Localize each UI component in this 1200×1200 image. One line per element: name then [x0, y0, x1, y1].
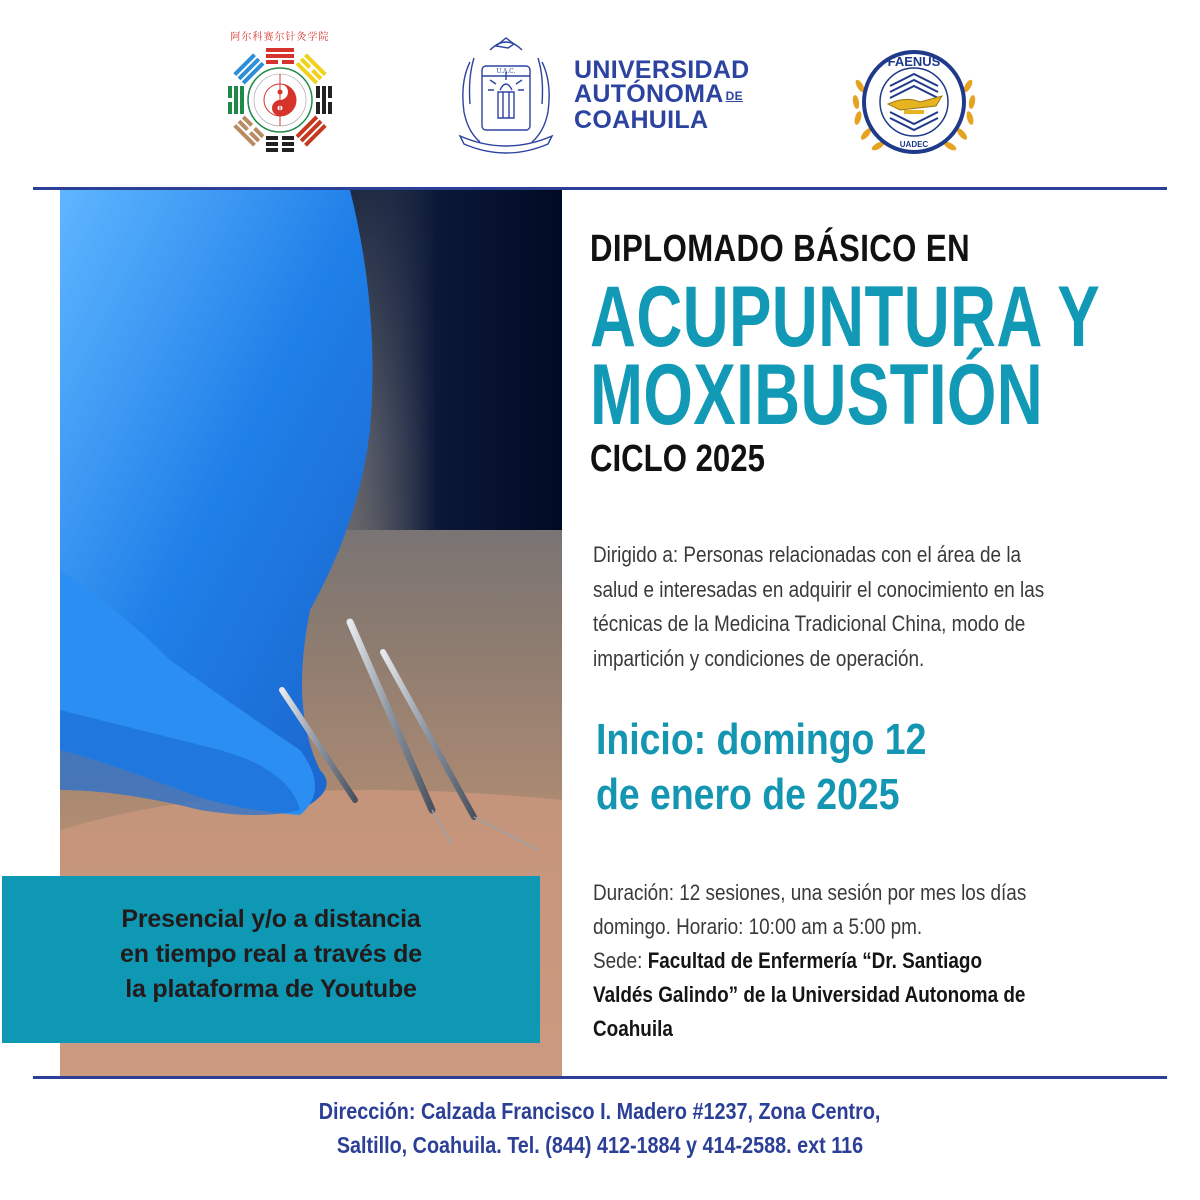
start-date: Inicio: domingo 12 de enero de 2025: [596, 715, 927, 819]
bagua-yin-yang-icon: [218, 28, 342, 158]
modality-banner: [2, 876, 540, 1043]
university-wordmark: [574, 58, 750, 132]
course-title-block: [590, 226, 1170, 482]
title-main-line2: MOXIBUSTIÓN: [590, 347, 1044, 443]
venue: Sede: Facultad de Enfermería “Dr. Santiago: [593, 948, 983, 973]
modality-text: Presencial y/o a distancia en tiempo real a través de la plataforma de Youtube: [120, 905, 422, 1003]
wordmark-line2: AUTÓNOMA DE: [574, 80, 743, 108]
acupuncture-institute-logo: [218, 28, 342, 158]
title-prefix: DIPLOMADO BÁSICO EN: [590, 228, 970, 270]
cycle-label: CICLO 2025: [590, 438, 765, 480]
institute-chinese-title: 阿尔科赛尔针灸学院: [230, 32, 330, 43]
address-line2: Saltillo, Coahuila. Tel. (844) 412-1884 y 414-2588. ext 116: [336, 1132, 864, 1158]
svg-text:FAENUS: FAENUS: [887, 54, 941, 69]
address-line1: Dirección: Calzada Francisco I. Madero #1237, Zona Centro,: [319, 1098, 881, 1124]
faenus-logo: [850, 46, 978, 164]
address-footer: [0, 1094, 1200, 1162]
title-main-line1: ACUPUNTURA Y: [590, 269, 1101, 365]
audience-description: Dirigido a: Personas relacionadas con el área de la salud e interesadas en adquirir el conocimiento en las técnicas de la Medicina Tradicional China, modo de impartición y condiciones de operación.: [593, 542, 1045, 671]
wordmark-line3: COAHUILA: [574, 106, 709, 134]
nursing-lamp-laurel-icon: [850, 46, 978, 164]
duration-line1: Duración: 12 sesiones, una sesión por mes los días: [593, 880, 1027, 905]
duration-line2: domingo. Horario: 10:00 am a 5:00 pm.: [593, 914, 923, 939]
uadec-logo: [450, 32, 780, 157]
university-shield-eagle-icon: [450, 32, 562, 157]
svg-text:UADEC: UADEC: [899, 140, 929, 149]
course-details: Duración: 12 sesiones, una sesión por mes los días domingo. Horario: 10:00 am a 5:00 pm. Sede: Facultad de Enfermería “Dr. Santiago Valdés Galindo” de la Universidad Autonoma de Coahuila: [593, 876, 1161, 1046]
wordmark-line1: UNIVERSIDAD: [574, 56, 750, 84]
bottom-divider: [33, 1076, 1167, 1079]
svg-text:U.A.C.: U.A.C.: [496, 68, 516, 75]
